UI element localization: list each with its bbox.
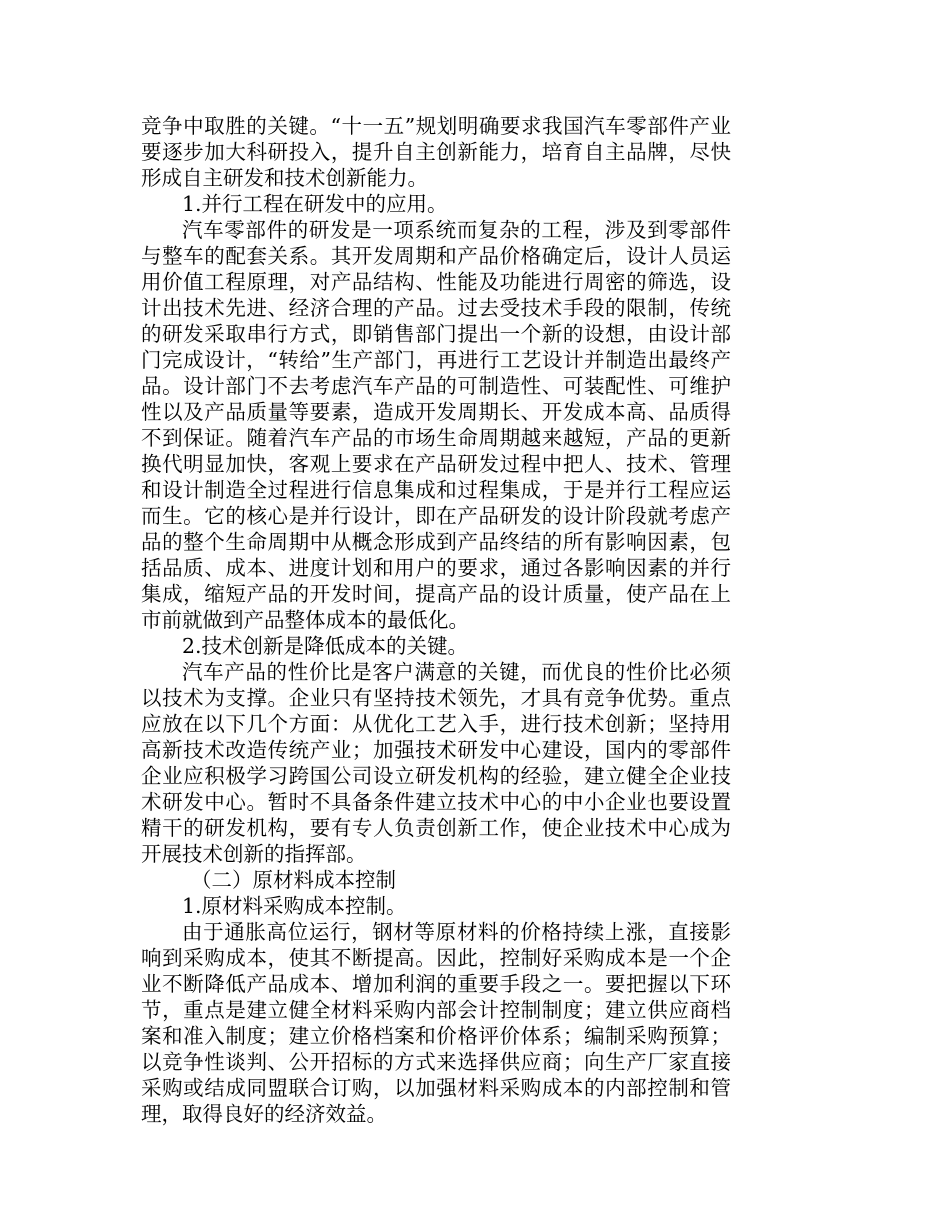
paragraph-intro: 竞争中取胜的关键。“十一五”规划明确要求我国汽车零部件产业要逐步加大科研投入，提升自主创新能力，培育自主品牌，尽快形成自主研发和技术创新能力。 [141, 114, 731, 190]
paragraph-concurrent-engineering: 汽车零部件的研发是一项系统而复杂的工程，涉及到零部件与整车的配套关系。其开发周期和产品价格确定后，设计人员运用价值工程原理，对产品结构、性能及功能进行周密的筛选，设计出技术先进、经济合理的产品。过去受技术手段的限制，传统的研发采取串行方式，即销售部门提出一个新的设想，由设计部门完成设计，“转给”生产部门，再进行工艺设计并制造出最终产品。设计部门不去考虑汽车产品的可制造性、可装配性、可维护性以及产品质量等要素，造成开发周期长、开发成本高、品质得不到保证。随着汽车产品的市场生命周期越来越短，产品的更新换代明显加快，客观上要求在产品研发过程中把人、技术、管理和设计制造全过程进行信息集成和过程集成，于是并行工程应运而生。它的核心是并行设计，即在产品研发的设计阶段就考虑产品的整个生命周期中从概念形成到产品终结的所有影响因素，包括品质、成本、进度计划和用户的要求，通过各影响因素的并行集成，缩短产品的开发时间，提高产品的设计质量，使产品在上市前就做到产品整体成本的最低化。 [141, 218, 731, 632]
paragraph-procurement-cost: 由于通胀高位运行，钢材等原材料的价格持续上涨，直接影响到采购成本，使其不断提高。因此，控制好采购成本是一个企业不断降低产品成本、增加利润的重要手段之一。要把握以下环节，重点是建立健全材料采购内部会计控制制度；建立供应商档案和准入制度；建立价格档案和价格评价体系；编制采购预算；以竞争性谈判、公开招标的方式来选择供应商；向生产厂家直接采购或结成同盟联合订购，以加强材料采购成本的内部控制和管理，取得良好的经济效益。 [141, 920, 731, 1126]
heading-concurrent-engineering: 1.并行工程在研发中的应用。 [182, 192, 448, 216]
section-heading-raw-material-cost: （二）原材料成本控制 [191, 868, 396, 892]
heading-procurement-cost: 1.原材料采购成本控制。 [182, 894, 407, 918]
heading-technical-innovation: 2.技术创新是降低成本的关键。 [182, 634, 469, 658]
paragraph-technical-innovation: 汽车产品的性价比是客户满意的关键，而优良的性价比必须以技术为支撑。企业只有坚持技术领先，才具有竞争优势。重点应放在以下几个方面：从优化工艺入手，进行技术创新；坚持用高新技术改造传统产业；加强技术研发中心建设，国内的零部件企业应积极学习跨国公司设立研发机构的经验，建立健全企业技术研发中心。暂时不具备条件建立技术中心的中小企业也要设置精干的研发机构，要有专人负责创新工作，使企业技术中心成为开展技术创新的指挥部。 [141, 660, 731, 866]
document-body [141, 113, 731, 1127]
